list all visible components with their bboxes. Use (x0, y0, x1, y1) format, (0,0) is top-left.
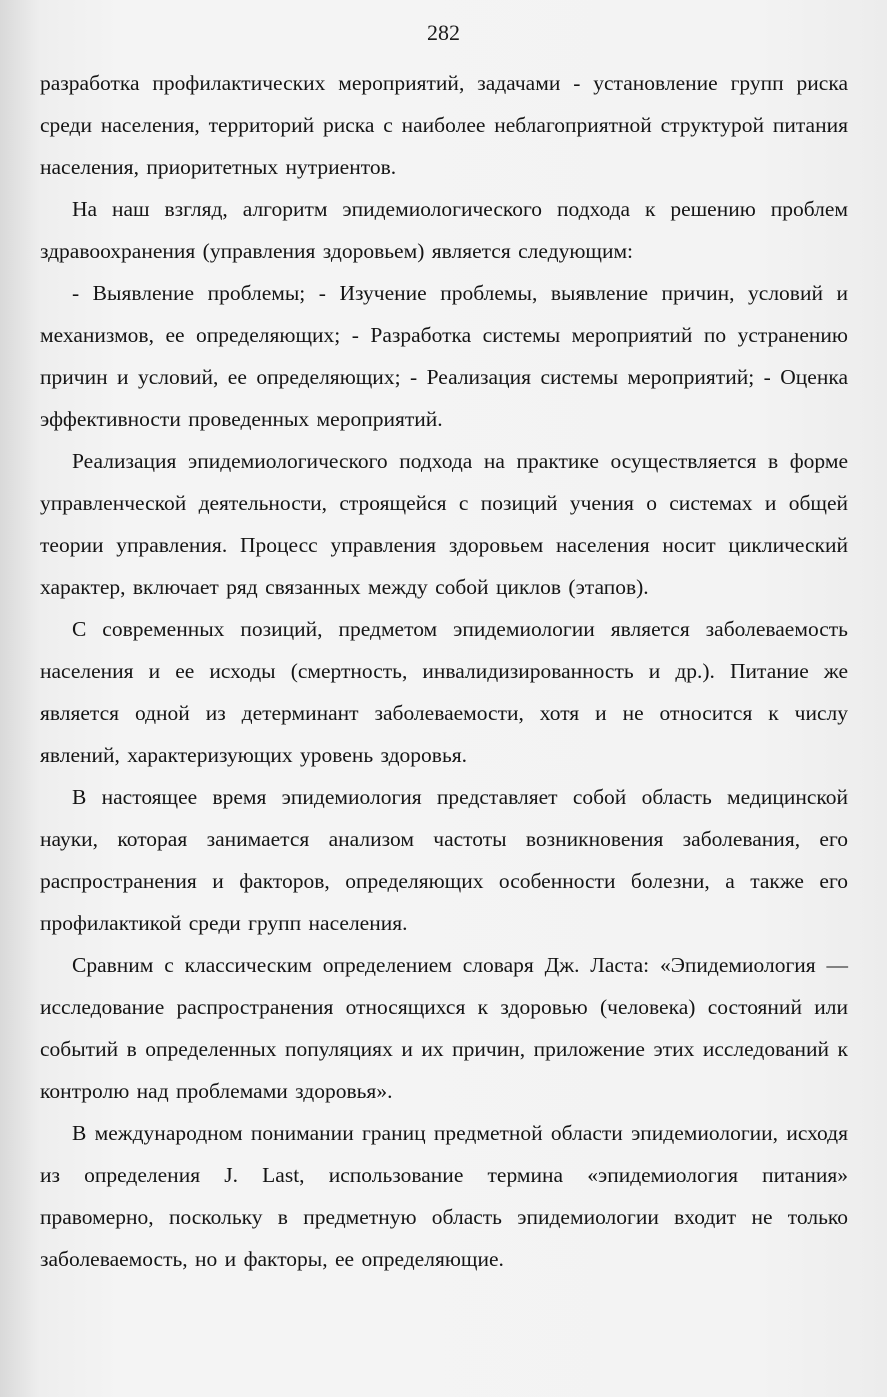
paragraph-3: - Выявление проблемы; - Изучение проблемы, выявление причин, условий и механизмов, ее определяющих; - Разработка системы мероприятий по устранению причин и условий, ее определяющих; - Реализация системы мероприятий; - Оценка эффективности проведенных мероприятий. (40, 281, 848, 431)
paragraph-8: В международном понимании границ предметной области эпидемиологии, исходя из определения J. Last, использование термина «эпидемиология питания» правомерно, поскольку в предметную область эпидемиологии входит не только заболеваемость, но и факторы, ее определяющие. (40, 1121, 848, 1271)
paragraph-1: разработка профилактических мероприятий, задачами - установление групп риска среди населения, территорий риска с наиболее неблагоприятной структурой питания населения, приоритетных нутриентов. (40, 71, 848, 179)
paragraph-4: Реализация эпидемиологического подхода на практике осуществляется в форме управленческой деятельности, строящейся с позиций учения о системах и общей теории управления. Процесс управления здоровьем населения носит циклический характер, включает ряд связанных между собой циклов (этапов). (40, 449, 848, 599)
paragraph-2: На наш взгляд, алгоритм эпидемиологического подхода к решению проблем здравоохранения (управления здоровьем) является следующим: (40, 197, 848, 263)
paragraph-7: Сравним с классическим определением словаря Дж. Ласта: «Эпидемиология — исследование распространения относящихся к здоровью (человека) состояний или событий в определенных популяциях и их причин, приложение этих исследований к контролю над проблемами здоровья». (40, 953, 848, 1103)
paragraph-5: С современных позиций, предметом эпидемиологии является заболеваемость населения и ее исходы (смертность, инвалидизированность и др.). Питание же является одной из детерминант заболеваемости, хотя и не относится к числу явлений, характеризующих уровень здоровья. (40, 617, 848, 767)
page-number: 282 (427, 20, 460, 45)
paragraph-6: В настоящее время эпидемиология представляет собой область медицинской науки, которая занимается анализом частоты возникновения заболевания, его распространения и факторов, определяющих особенности болезни, а также его профилактикой среди групп населения. (40, 785, 848, 935)
body-text (40, 62, 848, 1280)
